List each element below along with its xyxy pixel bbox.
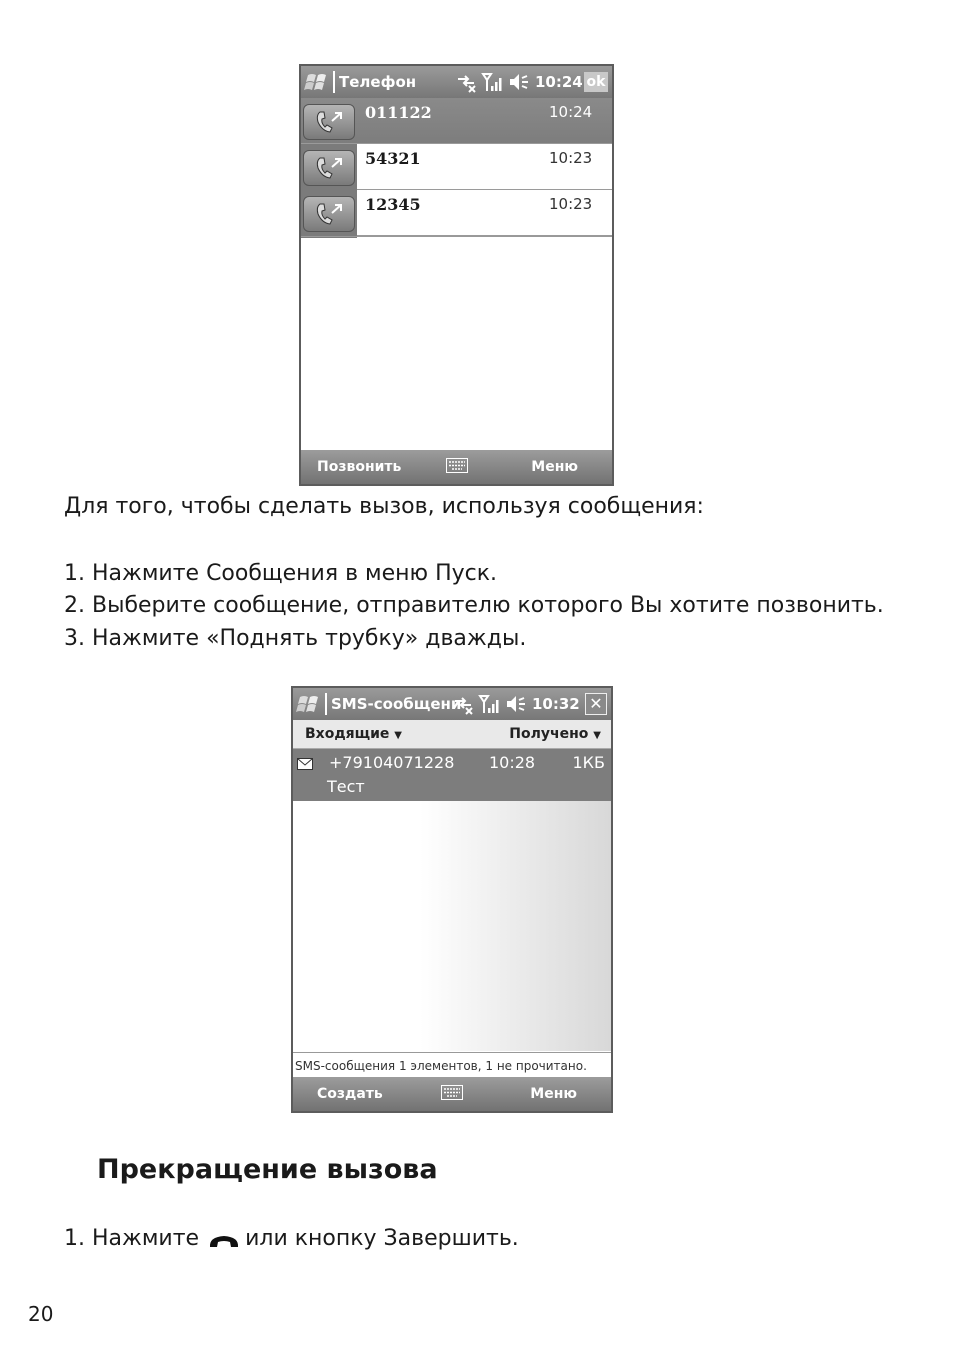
- call-button[interactable]: [303, 104, 355, 140]
- status-text: SMS-сообщения 1 элементов, 1 не прочитано.: [293, 1052, 611, 1079]
- section-title: Прекращение вызова: [97, 1154, 438, 1185]
- envelope-icon: [297, 758, 313, 770]
- sort-label: Получено: [509, 726, 589, 742]
- call-button[interactable]: [303, 196, 355, 232]
- call-icon: [314, 201, 344, 227]
- menu-softkey[interactable]: Меню: [530, 1086, 577, 1102]
- message-subject: Тест: [327, 777, 365, 796]
- folder-dropdown[interactable]: [305, 726, 402, 742]
- close-button[interactable]: ✕: [585, 693, 607, 715]
- step-item: 2. Выберите сообщение, отправителю которого Вы хотите позвонить.: [64, 593, 884, 618]
- message-time: 10:28: [489, 753, 536, 772]
- call-log-row[interactable]: [357, 190, 612, 236]
- call-icon: [314, 109, 344, 135]
- clock: 10:24: [535, 73, 583, 91]
- end-step-text: или кнопку Завершить.: [245, 1226, 519, 1251]
- call-button-container: [301, 144, 357, 190]
- title-bar: [293, 688, 611, 720]
- message-sender: +79104071228: [329, 753, 455, 772]
- speaker-icon[interactable]: [508, 72, 530, 92]
- end-call-icon: [207, 1231, 241, 1249]
- dropdown-arrow-icon: ▼: [593, 730, 601, 741]
- end-call-step: [64, 1226, 519, 1251]
- title-bar: [301, 66, 612, 98]
- sort-dropdown[interactable]: [509, 726, 601, 742]
- speaker-icon[interactable]: [505, 694, 527, 714]
- sms-inbox-screen: [291, 686, 613, 1113]
- soft-key-bar: [301, 450, 612, 484]
- call-log-row[interactable]: [357, 144, 612, 190]
- windows-logo-icon[interactable]: [297, 693, 323, 715]
- call-icon: [314, 155, 344, 181]
- call-time: 10:23: [549, 149, 593, 167]
- connectivity-icon[interactable]: [452, 694, 474, 714]
- title-separator: [333, 71, 335, 93]
- end-step-text: 1. Нажмите: [64, 1226, 200, 1251]
- caller-number: 54321: [365, 149, 421, 168]
- call-log-row[interactable]: [301, 98, 612, 144]
- intro-text: Для того, чтобы сделать вызов, используя сообщения:: [64, 494, 704, 519]
- call-time: 10:23: [549, 195, 593, 213]
- caller-number: 011122: [365, 103, 432, 122]
- keyboard-icon[interactable]: [446, 458, 468, 473]
- list-header: [293, 720, 611, 749]
- keyboard-icon[interactable]: [441, 1085, 463, 1100]
- phone-call-log-screen: [299, 64, 614, 486]
- create-softkey[interactable]: Создать: [317, 1086, 383, 1102]
- call-time: 10:24: [549, 103, 593, 121]
- list-divider: [301, 236, 612, 237]
- windows-logo-icon[interactable]: [305, 71, 331, 93]
- signal-icon[interactable]: [482, 72, 504, 92]
- title-separator: [325, 693, 327, 715]
- window-title: Телефон: [339, 73, 417, 91]
- call-button[interactable]: [303, 150, 355, 186]
- message-list-area: [293, 801, 611, 1051]
- signal-icon[interactable]: [479, 694, 501, 714]
- dropdown-arrow-icon: ▼: [394, 730, 402, 741]
- caller-number: 12345: [365, 195, 421, 214]
- message-size: 1КБ: [572, 753, 605, 772]
- folder-label: Входящие: [305, 726, 390, 742]
- step-item: 1. Нажмите Сообщения в меню Пуск.: [64, 561, 498, 586]
- message-row[interactable]: [293, 749, 611, 801]
- step-item: 3. Нажмите «Поднять трубку» дважды.: [64, 626, 527, 651]
- page-number: 20: [28, 1302, 54, 1326]
- menu-softkey[interactable]: Меню: [531, 459, 578, 475]
- connectivity-icon[interactable]: [455, 72, 477, 92]
- soft-key-bar: [293, 1077, 611, 1111]
- ok-button[interactable]: ok: [584, 72, 608, 92]
- call-softkey[interactable]: Позвонить: [317, 459, 402, 475]
- call-button-container: [301, 190, 357, 236]
- window-title: SMS-сообщени: [331, 695, 462, 713]
- clock: 10:32: [532, 695, 580, 713]
